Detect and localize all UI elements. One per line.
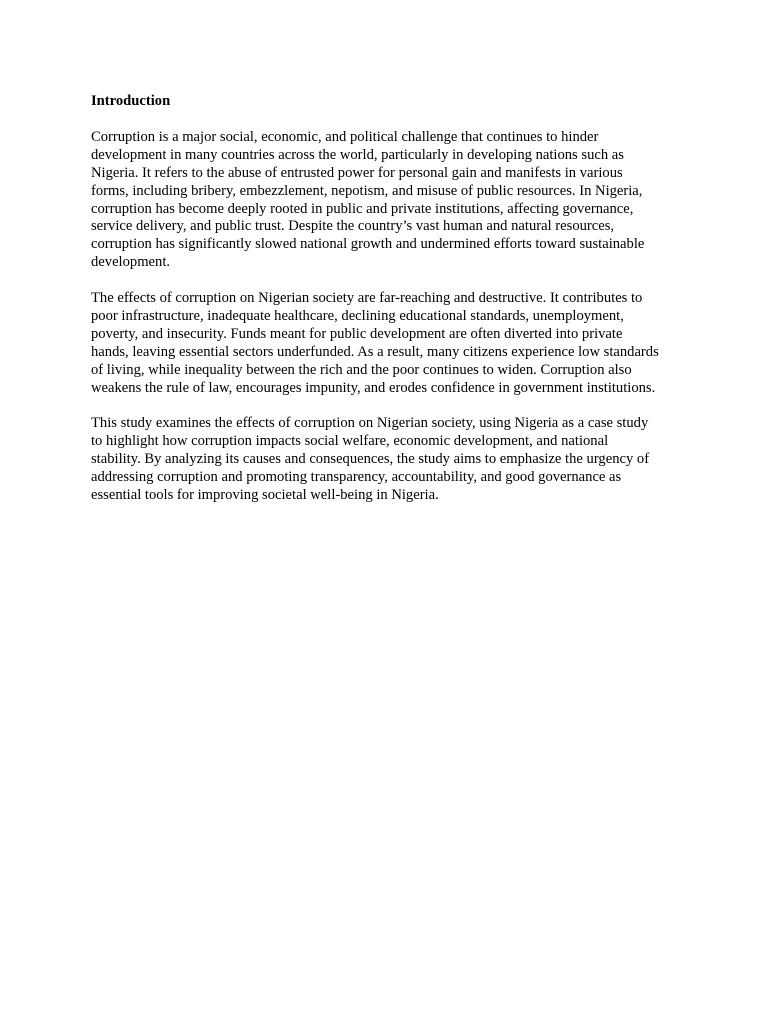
paragraph-line: development in many countries across the world, particularly in developing nations such as	[91, 146, 624, 163]
paragraph-line: This study examines the effects of corruption on Nigerian society, using Nigeria as a case study	[91, 415, 649, 432]
paragraph-line: service delivery, and public trust. Despite the country’s vast human and natural resources,	[91, 218, 615, 235]
paragraph-line: weakens the rule of law, encourages impunity, and erodes confidence in government institutions.	[91, 379, 656, 396]
paragraph-line: stability. By analyzing its causes and consequences, the study aims to emphasize the urgency of	[91, 451, 650, 468]
paragraph-line: corruption has become deeply rooted in public and private institutions, affecting governance,	[91, 200, 634, 217]
paragraph-line: Nigeria. It refers to the abuse of entrusted power for personal gain and manifests in various	[91, 164, 623, 181]
paragraph-line: Corruption is a major social, economic, and political challenge that continues to hinder	[91, 128, 599, 145]
document-body	[91, 93, 691, 523]
paragraph-3	[91, 415, 691, 505]
paragraph-line: addressing corruption and promoting transparency, accountability, and good governance as	[91, 469, 622, 486]
paragraph-line: of living, while inequality between the rich and the poor continues to widen. Corruption also	[91, 361, 632, 378]
paragraph-line: to highlight how corruption impacts social welfare, economic development, and national	[91, 433, 609, 450]
paragraph-line: forms, including bribery, embezzlement, nepotism, and misuse of public resources. In Nigeria,	[91, 182, 643, 199]
paragraph-line: corruption has significantly slowed national growth and undermined efforts toward sustainable	[91, 236, 645, 253]
paragraph-line: poverty, and insecurity. Funds meant for public development are often diverted into private	[91, 325, 623, 342]
paragraph-line: hands, leaving essential sectors underfunded. As a result, many citizens experience low standards	[91, 343, 659, 360]
paragraph-line: development.	[91, 254, 171, 271]
paragraph-line: poor infrastructure, inadequate healthcare, declining educational standards, unemployment,	[91, 307, 624, 324]
paragraph-1	[91, 129, 691, 272]
paragraph-2	[91, 290, 691, 397]
paragraph-line: The effects of corruption on Nigerian society are far-reaching and destructive. It contributes to	[91, 290, 643, 307]
section-heading: Introduction	[91, 93, 171, 109]
paragraph-line: essential tools for improving societal well-being in Nigeria.	[91, 487, 439, 503]
